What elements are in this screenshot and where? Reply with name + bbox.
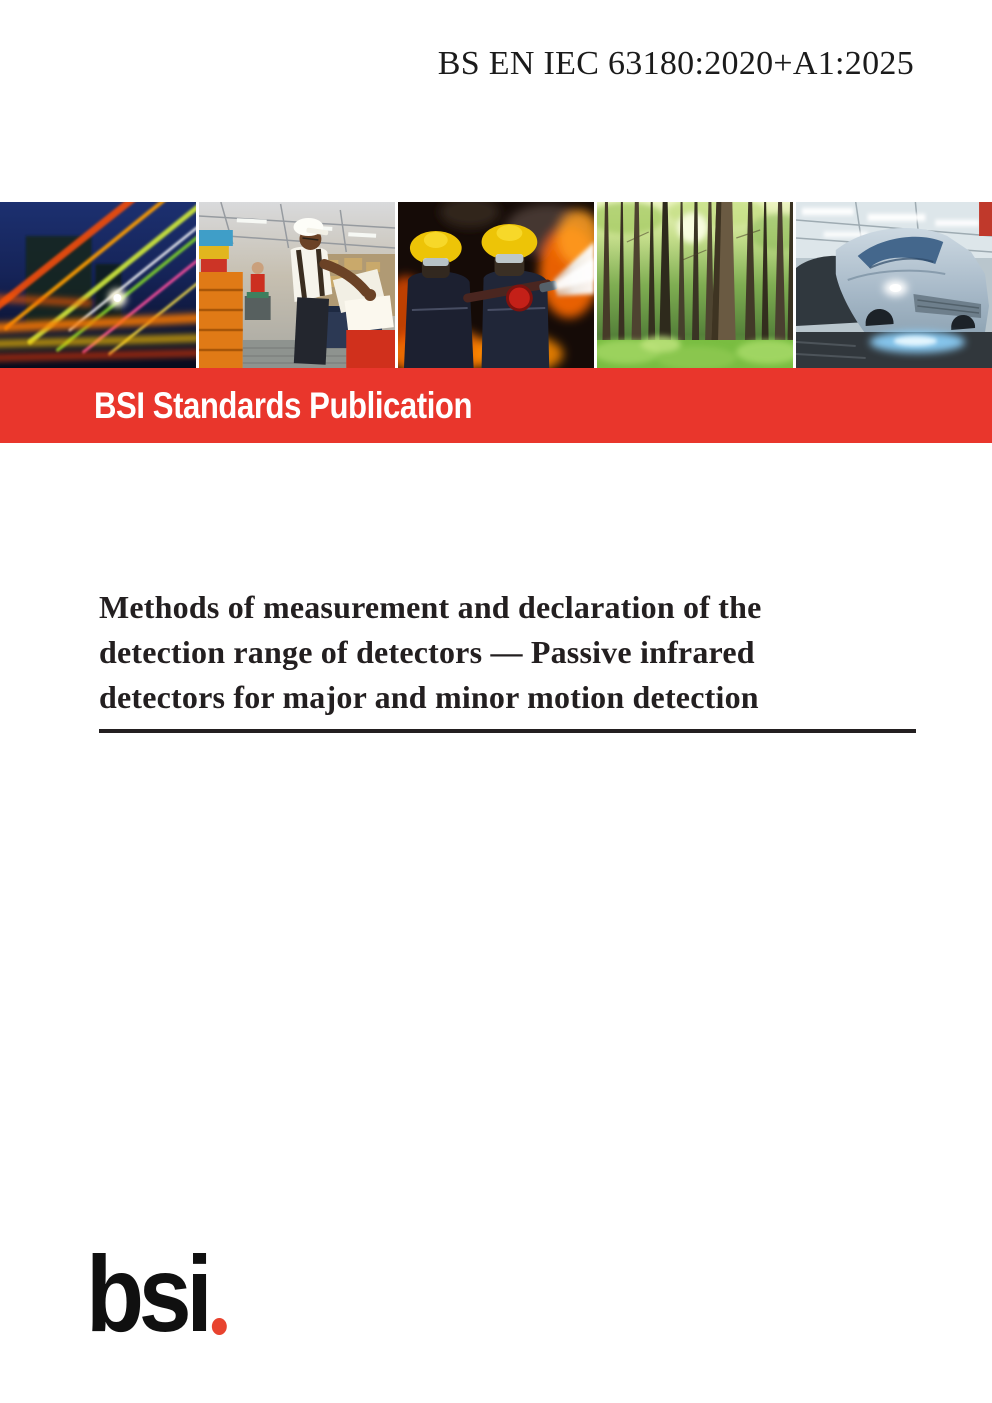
firefighters-photo [398,202,594,368]
banner-label: BSI Standards Publication [94,384,473,426]
forest-trees-photo [597,202,793,368]
title-line-3: detectors for major and minor motion detection [99,679,759,715]
night-traffic-trails-photo [0,202,196,368]
standard-number: BS EN IEC 63180:2020+A1:2025 [437,45,914,82]
car-assembly-line-photo [796,202,992,368]
bsi-banner [0,368,992,443]
bsi-logo-text: bsi [86,1233,208,1354]
title-line-1: Methods of measurement and declaration of the [99,589,762,625]
document-title [99,585,916,733]
title-underline [99,729,916,733]
photo-strip [0,202,992,368]
warehouse-worker-photo [199,202,395,368]
bsi-logo-dot [212,1318,227,1335]
bsi-logo [86,1233,227,1354]
title-line-2: detection range of detectors — Passive infrared [99,634,755,670]
